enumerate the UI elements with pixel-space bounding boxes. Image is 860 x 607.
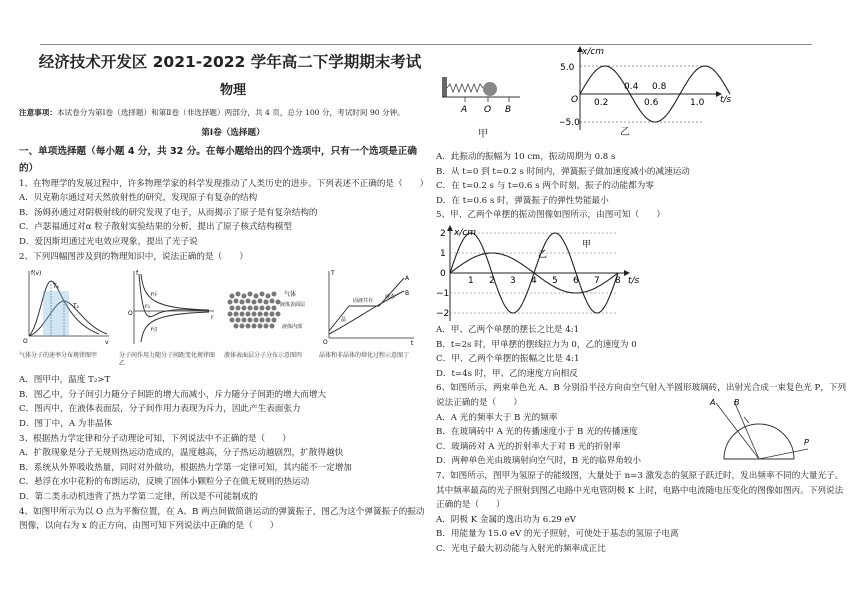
q5-legend-yi: 乙 — [538, 249, 548, 260]
q6-option-d: D．两种单色光由玻璃射向空气时，B 光的临界角较小 — [436, 456, 642, 467]
fig-yi-repulsive: f斥 — [151, 292, 158, 299]
q5-xtick: 6 — [573, 275, 579, 286]
fig-bing-surface: 液体表面层 — [280, 302, 306, 309]
q5-xtick: 5 — [552, 275, 558, 286]
fig-yi-r0: r₀ — [145, 303, 150, 311]
q4-xtick-0.6: 0.6 — [644, 98, 659, 108]
q1-option-d: D．爱因斯坦通过光电效应现象，提出了光子说 — [19, 236, 198, 247]
right-column — [436, 150, 848, 556]
notice — [19, 106, 427, 120]
q3-stem: 3、根据热力学定律和分子动理论可知，下列说法中不正确的是（ ） — [19, 433, 291, 444]
q6-stem: 6、如图所示，两束单色光 A、B 分别沿半径方向由空气射入半圆形玻璃砖，出射光合成一束复色光 P，下列说法正确的是（ ） — [436, 383, 847, 408]
q6-label-a: A — [710, 397, 716, 407]
q4-xtick-0.4: 0.4 — [624, 82, 639, 92]
spring-label-o: O — [484, 105, 492, 115]
fig-yi-attractive: f引 — [151, 327, 158, 334]
fig-ding-ylabel: T — [331, 270, 335, 278]
q4-option-d: D．在 t=0.6 s 时，弹簧振子的弹性势能最小 — [436, 195, 609, 206]
q5-option-d: D．t=4s 时，甲、乙的速度方向相反 — [436, 368, 578, 379]
pendulum-oscillation-graph — [432, 223, 652, 323]
q2-stem: 2、下列四幅图涉及到的物理知识中，说法正确的是（ ） — [19, 251, 248, 262]
subject-title: 物理 — [219, 83, 246, 98]
q6-option-b: B．在玻璃砖中 A 光的传播速度小于 B 光的传播速度 — [436, 427, 638, 438]
liquid-surface-diagram — [224, 266, 312, 346]
fig-ding-crystal: 晶 — [341, 317, 347, 324]
q5-ytick: 1 — [440, 248, 446, 259]
figure-yi — [119, 266, 219, 368]
q7-option-b: B．用能量为 15.0 eV 的光子照射，可使处于基态的氢原子电离 — [436, 529, 679, 540]
q5-ytick: 0 — [440, 268, 446, 279]
q5-xtick: 7 — [594, 275, 600, 286]
q4-figure-spring — [440, 72, 530, 142]
q4-ytick-bottom: −5.0 — [560, 118, 580, 128]
fig-ding-origin: O — [323, 339, 328, 347]
fig-label-yi: 乙 — [620, 127, 630, 138]
q4-xtick-0.2: 0.2 — [594, 98, 609, 108]
semicircle-glass-diagram — [704, 397, 814, 467]
q3-option-a: A．扩散现象是分子无规则热运动造成的，温度越高，分子热运动越剧烈，扩散得越快 — [19, 448, 344, 459]
q1-option-a: A．贝克勒尔通过对天然放射性的研究，发现原子有复杂的结构 — [19, 193, 258, 204]
fig-ding-solid-liquid: 固液共存 — [353, 298, 374, 305]
q5-ytick: −1 — [436, 288, 450, 299]
notice-text: 本试卷分为第Ⅰ卷（选择题）和第Ⅱ卷（非选择题）两部分，共 4 页，总分 100 分，考试时间 90 分钟。 — [56, 108, 405, 117]
q5-stem: 5、甲、乙两个单摆的振动图像如图所示，由图可知（ ） — [436, 210, 665, 221]
q4-xtick-1.0: 1.0 — [690, 98, 705, 108]
q4-ytick-top: 5.0 — [560, 63, 575, 73]
q3-option-b: B．系统从外界吸收热量，同时对外做功，根据热力学第一定律可知，其内能不一定增加 — [19, 462, 352, 473]
q4-option-b: B．从 t=0 到 t=0.2 s 时间内，弹簧振子做加速度减小的减速运动 — [436, 166, 690, 177]
q4-origin: O — [571, 95, 579, 105]
q5-xtick: 3 — [510, 275, 516, 286]
q7-option-a: A．阴极 K 金属的逸出功为 6.29 eV — [436, 514, 576, 525]
fig-bing-inner: 液体内部 — [282, 324, 303, 331]
fig-jia-t1: T₁ — [53, 283, 60, 291]
q7-option-c: C．光电子最大初动能与入射光的频率成正比 — [436, 543, 606, 554]
volume-heading: 第Ⅰ卷（选择题） — [201, 128, 265, 138]
q2-option-b: B．图乙中，分子间引力随分子间距的增大而减小，斥力随分子间距的增大而增大 — [19, 389, 327, 400]
figure-ding — [319, 266, 419, 360]
q5-xtick: 2 — [489, 275, 495, 286]
fig-yi-ylabel: f — [136, 270, 139, 278]
notice-label: 注意事项： — [19, 108, 57, 117]
fig-jia-t2: T₂ — [73, 303, 80, 311]
q4-option-a: A．此振动的振幅为 10 cm，振动周期为 0.8 s — [436, 152, 616, 162]
fig-jia-origin: O — [23, 338, 28, 346]
fig-ding-b: B — [405, 290, 410, 298]
figure-jia — [19, 266, 114, 360]
q1-stem: 1、在物理学的发展过程中，许多物理学家的科学发现推动了人类历史的进步。下列表述不正确的是（ ） — [19, 178, 429, 189]
q4-stem: 4、如图甲所示为以 O 点为平衡位置，在 A、B 两点间做简谐运动的弹簧振子，图乙为这个弹簧振子的振动图像，以向右为 x 的正方向，由图可知下列说法中正确的是（ ） — [19, 506, 425, 532]
caption-yi: 分子间作用力随分子间距变化规律图乙 — [119, 351, 216, 367]
spring-oscillator — [440, 72, 530, 116]
q4-xlabel: t/s — [720, 95, 732, 105]
melting-curve-graph — [319, 266, 419, 346]
fig-yi-origin: O — [128, 310, 133, 318]
q5-figure — [436, 223, 848, 323]
q5-ylabel: x/cm — [454, 227, 477, 238]
q5-ytick: −2 — [436, 308, 450, 319]
velocity-distribution-graph — [19, 266, 114, 346]
q2-option-c: C．图丙中，在液体表面层，分子间作用力表现为斥力，因此产生表面张力 — [19, 404, 301, 415]
fig-label-jia: 甲 — [478, 129, 488, 140]
figure-bing — [224, 266, 312, 360]
q6-block — [436, 397, 848, 469]
q3-option-d: D．第二类永动机违背了热力学第二定律，所以是不可能制成的 — [19, 491, 258, 502]
caption-ding: 晶体和非晶体的熔化过程示意图丁 — [319, 351, 410, 359]
fig-ding-liquid: 液态 — [385, 294, 396, 301]
fig-yi-xlabel: r — [211, 314, 214, 322]
q5-option-a: A．甲、乙两个单摆的摆长之比是 4:1 — [436, 324, 580, 335]
caption-jia: 气体分子的速率分布规律图甲 — [19, 351, 98, 359]
q7-stem: 7、如图所示，图甲为氢原子的能级图，大量处于 n=3 激发态的氢原子跃迁时，发出频率不同的大量光子。其中频率最高的光子照射到图乙电路中光电管阴极 K 上时，电路中电流随电压变化的图像如图丙。下列说法正确的是（ ） — [436, 470, 844, 511]
left-column — [19, 50, 427, 534]
fig-jia-xlabel: v — [105, 339, 109, 347]
q6-option-c: C．玻璃砖对 A 光的折射率大于对 B 光的折射率 — [436, 441, 621, 452]
intermolecular-force-graph — [119, 266, 219, 346]
q5-option-b: B．t=2s 时，甲单摆的摆线拉力为 0，乙的速度为 0 — [436, 339, 637, 350]
q5-xtick: 4 — [531, 275, 537, 286]
page-title: 经济技术开发区 2021-2022 学年高二下学期期末考试 — [38, 53, 422, 71]
fig-bing-gas: 气体 — [284, 291, 297, 299]
q5-ytick: 2 — [440, 228, 446, 239]
q5-option-c: C．甲、乙两个单摆的振幅之比是 4:1 — [436, 354, 580, 365]
q5-xlabel: t/s — [628, 275, 640, 286]
q6-label-p: P — [804, 437, 809, 447]
q2-option-d: D．图丁中，A 为非晶体 — [19, 418, 113, 429]
q1-option-b: B．汤姆孙通过对阴极射线的研究发现了电子，从而揭示了原子是有复杂结构的 — [19, 207, 318, 218]
q2-figures — [19, 266, 427, 371]
section-heading: 一、单项选择题（每小题 4 分，共 32 分。在每小题给出的四个选项中，只有一个选项是正确的） — [19, 145, 417, 174]
q5-xtick: 1 — [468, 275, 474, 286]
q1-option-c: C．卢瑟福通过对α 粒子散射实验结果的分析，提出了原子核式结构模型 — [19, 222, 292, 233]
q4-option-c: C．在 t=0.2 s 与 t=0.6 s 两个时刻，振子的动能都为零 — [436, 181, 654, 192]
fig-jia-ylabel: f(v) — [31, 270, 42, 278]
q5-xtick: 8 — [615, 275, 621, 286]
q5-legend-jia: 甲 — [582, 239, 592, 250]
caption-bing: 液体表面层分子分布示意图丙 — [224, 351, 303, 359]
q4-xtick-0.8: 0.8 — [652, 82, 667, 92]
q4-figure-graph — [560, 44, 740, 148]
spring-label-b: B — [505, 105, 512, 115]
q2-option-a: A．图甲中，温度 T₂>T — [19, 375, 111, 386]
spring-label-a: A — [461, 105, 468, 115]
fig-ding-a: A — [405, 275, 410, 283]
q6-option-a: A．A 光的频率大于 B 光的频率 — [436, 412, 558, 423]
q6-label-b: B — [734, 397, 740, 407]
q4-ylabel: x/cm — [582, 47, 605, 57]
oscillation-graph-yi — [560, 44, 740, 134]
fig-ding-xlabel: t — [411, 340, 414, 347]
q3-option-c: C．悬浮在水中花粉的布朗运动，反映了固体小颗粒分子在做无规则的热运动 — [19, 477, 310, 488]
